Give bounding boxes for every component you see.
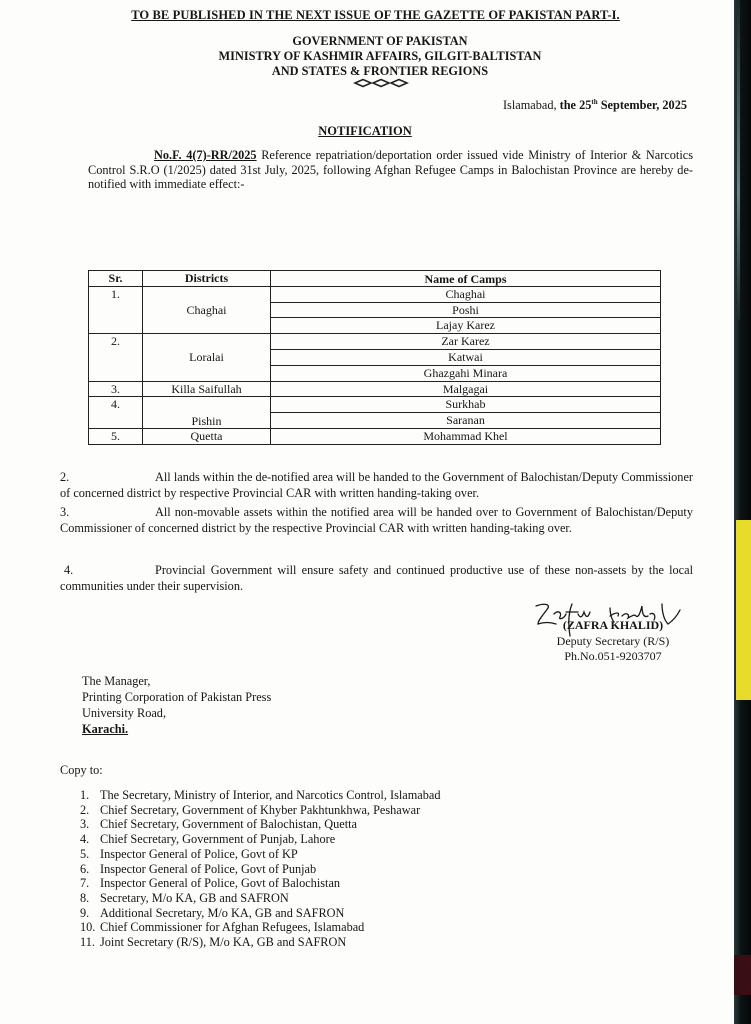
- list-text: Chief Secretary, Government of Punjab, Lahore: [100, 832, 336, 847]
- camp-cell: Lajay Karez: [271, 318, 661, 334]
- camp-cell: Surkhab: [271, 397, 661, 413]
- paragraph-4: [60, 563, 693, 594]
- list-item: [80, 920, 441, 935]
- list-number: 3.: [80, 817, 90, 832]
- red-flag-tab: [734, 955, 751, 995]
- list-number: 9.: [80, 905, 90, 920]
- list-number: 11.: [80, 935, 95, 950]
- list-item: [80, 935, 441, 950]
- sr-cell: 1.: [89, 286, 143, 333]
- addressee-line: Printing Corporation of Pakistan Press: [82, 690, 272, 704]
- ornament-divider-icon: [353, 78, 409, 88]
- ministry-heading-line1: MINISTRY OF KASHMIR AFFAIRS, GILGIT-BALTISTAN: [218, 49, 542, 63]
- signature-block: [533, 600, 693, 670]
- sr-cell: 4.: [89, 397, 143, 429]
- signatory-designation: Deputy Secretary (R/S): [556, 634, 670, 648]
- list-number: 5.: [80, 846, 90, 861]
- header-sr: Sr.: [89, 271, 143, 287]
- list-number: 8.: [80, 890, 90, 905]
- table-row: [89, 397, 661, 413]
- list-item: [80, 832, 441, 847]
- date-day: the 25: [559, 98, 592, 113]
- table-row: [89, 334, 661, 350]
- district-cell: Chaghai: [143, 286, 271, 333]
- list-number: 10.: [80, 920, 96, 935]
- intro-text: Reference repatriation/deportation order issued vide Ministry of Interior & Narcotics Control S.R.O (1/2025) dated 31st July, 2025, following Afghan Refugee Camps in Balochistan Province are hereby de-notified with immediate effect:-: [88, 148, 693, 191]
- paragraph-number: 2.: [60, 470, 70, 484]
- district-cell: Killa Saifullah: [143, 381, 271, 397]
- sr-cell: 3.: [89, 381, 143, 397]
- paragraph-3: [60, 505, 693, 536]
- list-number: 7.: [80, 876, 90, 891]
- district-cell: Quetta: [143, 428, 271, 444]
- camp-cell: Katwai: [271, 349, 661, 365]
- paragraph-text: Provincial Government will ensure safety and continued productive use of these non-assets by the local communities under their supervision.: [60, 563, 693, 593]
- list-item: [80, 862, 441, 877]
- gazette-publication-line: TO BE PUBLISHED IN THE NEXT ISSUE OF THE GAZETTE OF PAKISTAN PART-I.: [131, 8, 620, 22]
- addressee-line: University Road,: [82, 706, 167, 720]
- date-month-year: September, 2025: [597, 98, 687, 113]
- list-item: [80, 876, 441, 891]
- copy-to-list: [80, 788, 441, 950]
- ministry-heading-line2: AND STATES & FRONTIER REGIONS: [271, 64, 489, 78]
- signatory-name: (ZAFRA KHALID): [562, 618, 664, 632]
- camp-cell: Ghazgahi Minara: [271, 365, 661, 381]
- district-cell: Loralai: [143, 334, 271, 381]
- list-item: [80, 891, 441, 906]
- paragraph-number: 3.: [60, 505, 70, 519]
- list-text: Inspector General of Police, Govt of KP: [100, 846, 298, 861]
- date-day-suffix: th: [591, 98, 598, 106]
- table-row: [89, 286, 661, 302]
- table-row: [89, 428, 661, 444]
- list-number: 6.: [80, 861, 90, 876]
- list-item: [80, 847, 441, 862]
- list-text: Chief Commissioner for Afghan Refugees, Islamabad: [100, 920, 365, 935]
- list-number: 4.: [80, 832, 90, 847]
- signatory-phone: Ph.No.051-9203707: [564, 649, 662, 663]
- addressee-line: The Manager,: [82, 674, 151, 688]
- paragraph-number: 4.: [64, 563, 74, 577]
- addressee-block: [82, 673, 271, 737]
- list-item: [80, 788, 441, 803]
- list-number: 2.: [80, 802, 90, 817]
- sr-cell: 2.: [89, 334, 143, 381]
- camp-cell: Poshi: [271, 302, 661, 318]
- header-districts: Districts: [143, 271, 271, 287]
- issue-date: [503, 98, 687, 113]
- camp-cell: Malgagai: [271, 381, 661, 397]
- district-cell: Pishin: [143, 397, 271, 429]
- table-row: [89, 381, 661, 397]
- camp-cell: Mohammad Khel: [271, 428, 661, 444]
- list-text: Additional Secretary, M/o KA, GB and SAFRON: [100, 905, 345, 920]
- list-text: Joint Secretary (R/S), M/o KA, GB and SAFRON: [100, 935, 347, 950]
- paragraph-2: [60, 470, 693, 501]
- list-item: [80, 817, 441, 832]
- paragraph-text: All lands within the de-notified area will be handed to the Government of Balochistan/Deputy Commissioner of concerned district by respective Provincial CAR with written handing-taking over.: [60, 470, 693, 500]
- government-heading: GOVERNMENT OF PAKISTAN: [292, 34, 468, 48]
- notification-title: NOTIFICATION: [318, 124, 412, 138]
- header-camps: Name of Camps: [271, 271, 661, 287]
- refugee-camps-table: [88, 270, 661, 445]
- table-header-row: [89, 271, 661, 287]
- date-place: Islamabad,: [502, 98, 560, 113]
- intro-paragraph: [88, 148, 693, 192]
- list-text: Chief Secretary, Government of Balochistan, Quetta: [100, 817, 358, 832]
- copy-to-label: Copy to:: [60, 763, 103, 777]
- list-number: 1.: [80, 788, 90, 802]
- list-text: The Secretary, Ministry of Interior, and Narcotics Control, Islamabad: [100, 788, 441, 802]
- reference-number: No.F. 4(7)-RR/2025: [154, 148, 257, 162]
- camp-cell: Chaghai: [271, 286, 661, 302]
- camp-cell: Zar Karez: [271, 334, 661, 350]
- list-text: Secretary, M/o KA, GB and SAFRON: [100, 890, 289, 905]
- list-text: Inspector General of Police, Govt of Punjab: [100, 861, 317, 876]
- addressee-city: Karachi.: [82, 722, 129, 736]
- camp-cell: Saranan: [271, 413, 661, 429]
- list-item: [80, 906, 441, 921]
- yellow-flag-tab: [736, 520, 751, 700]
- list-item: [80, 803, 441, 818]
- list-text: Inspector General of Police, Govt of Balochistan: [100, 876, 341, 891]
- sr-cell: 5.: [89, 428, 143, 444]
- list-text: Chief Secretary, Government of Khyber Pakhtunkhwa, Peshawar: [100, 802, 421, 817]
- paragraph-text: All non-movable assets within the notified area will be handed over to Government of Balochistan/Deputy Commissioner of concerned district by the respective Provincial CAR with written handing-taking over.: [60, 505, 693, 535]
- binding-highlight: [737, 0, 740, 320]
